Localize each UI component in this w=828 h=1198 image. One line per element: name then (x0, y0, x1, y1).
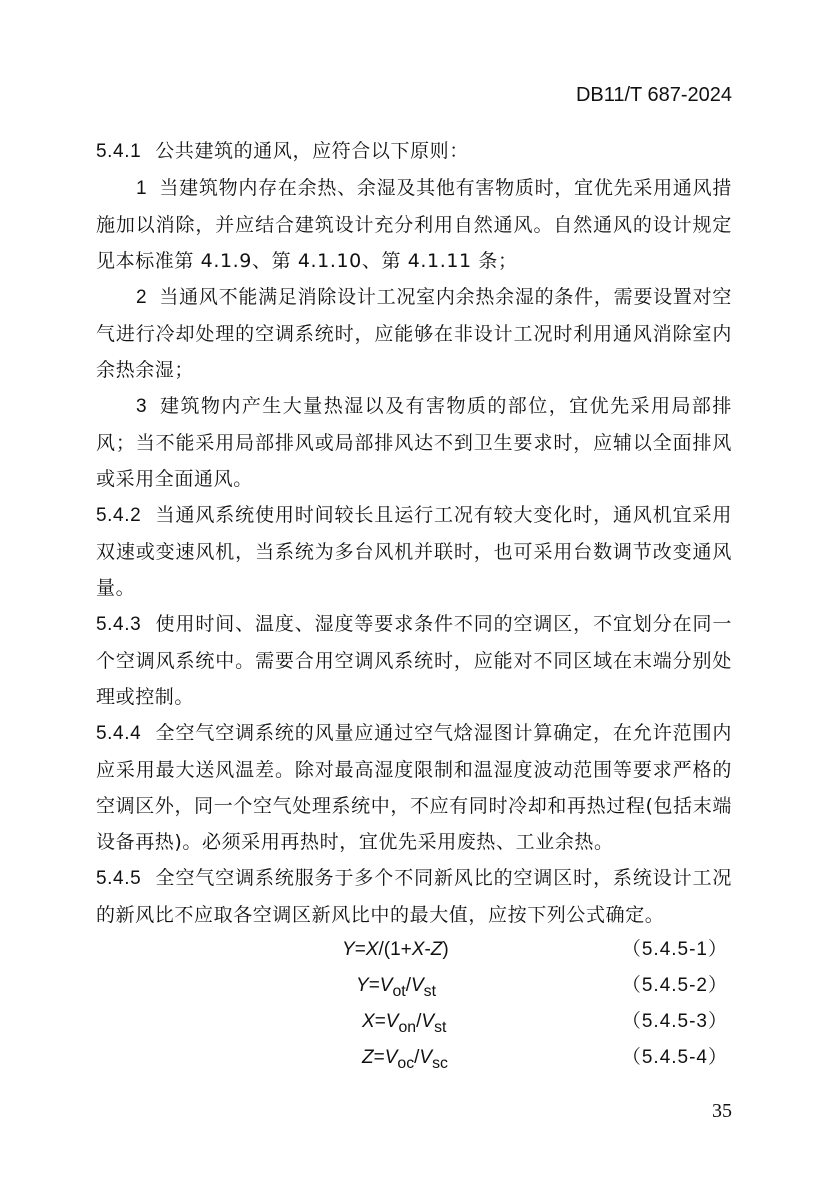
clause-number: 5.4.2 (96, 505, 142, 526)
clause-5-4-4 (96, 715, 732, 860)
clause-5-4-1-item-2 (96, 279, 732, 388)
item-number: 1 (136, 178, 148, 199)
page-number: 35 (712, 1100, 732, 1122)
formula-number: （5.4.5-4） (621, 1047, 728, 1068)
formula-number: （5.4.5-2） (621, 975, 728, 996)
item-number: 2 (136, 287, 148, 308)
formula-expression: $Y=V_{ot}/V_{st}$ (356, 975, 436, 1000)
clause-text: 全空气空调系统服务于多个不同新风比的空调区时，系统设计工况的新风比不应取各空调区新风比中的最大值，应按下列公式确定。 (96, 867, 732, 926)
body-text (96, 133, 732, 933)
formula-expression: Y=X/(1+X-Z) (342, 939, 449, 960)
clause-5-4-3 (96, 606, 732, 715)
formula-5-4-5-2 (96, 968, 732, 1004)
item-text: 建筑物内产生大量热湿以及有害物质的部位，宜优先采用局部排风；当不能采用局部排风或局部排风达不到卫生要求时，应辅以全面排风或采用全面通风。 (96, 395, 732, 490)
clause-number: 5.4.5 (96, 868, 142, 889)
clause-5-4-1-item-3 (96, 388, 732, 497)
clause-number: 5.4.1 (96, 141, 142, 162)
clause-5-4-1 (96, 133, 732, 170)
clause-5-4-1-item-1 (96, 170, 732, 279)
clause-number: 5.4.3 (96, 614, 142, 635)
clause-5-4-2 (96, 497, 732, 606)
clause-text: 公共建筑的通风，应符合以下原则： (155, 140, 469, 162)
clause-5-4-5 (96, 860, 732, 933)
document-code-header: DB11/T 687-2024 (575, 84, 732, 106)
formula-5-4-5-4 (96, 1040, 732, 1076)
clause-text: 全空气空调系统的风量应通过空气焓湿图计算确定，在允许范围内应采用最大送风温差。除对最高湿度限制和温湿度波动范围等要求严格的空调区外，同一个空气处理系统中，不应有同时冷却和再热过程(包括末端设备再热)。必须采用再热时，宜优先采用废热、工业余热。 (96, 722, 732, 853)
formula-5-4-5-1 (96, 932, 732, 968)
formula-number: （5.4.5-3） (621, 1011, 728, 1032)
formula-expression: $Z=V_{oc}/V_{sc}$ (362, 1047, 448, 1072)
formula-block (96, 932, 732, 1076)
formula-number: （5.4.5-1） (621, 939, 728, 960)
clause-number: 5.4.4 (96, 723, 142, 744)
clause-text: 使用时间、温度、湿度等要求条件不同的空调区，不宜划分在同一个空调风系统中。需要合用空调风系统时，应能对不同区域在末端分别处理或控制。 (96, 613, 732, 708)
formula-5-4-5-3 (96, 1004, 732, 1040)
item-number: 3 (136, 396, 148, 417)
clause-text: 当通风系统使用时间较长且运行工况有较大变化时，通风机宜采用双速或变速风机，当系统为多台风机并联时，也可采用台数调节改变通风量。 (96, 504, 732, 599)
item-text: 当建筑物内存在余热、余湿及其他有害物质时，宜优先采用通风措施加以消除，并应结合建筑设计充分利用自然通风。自然通风的设计规定见本标准第 4.1.9、第 4.1.10、第 4.1.11 条； (96, 177, 732, 272)
formula-expression: $X=V_{on}/V_{st}$ (362, 1011, 447, 1036)
item-text: 当通风不能满足消除设计工况室内余热余湿的条件，需要设置对空气进行冷却处理的空调系统时，应能够在非设计工况时利用通风消除室内余热余湿； (96, 286, 732, 381)
